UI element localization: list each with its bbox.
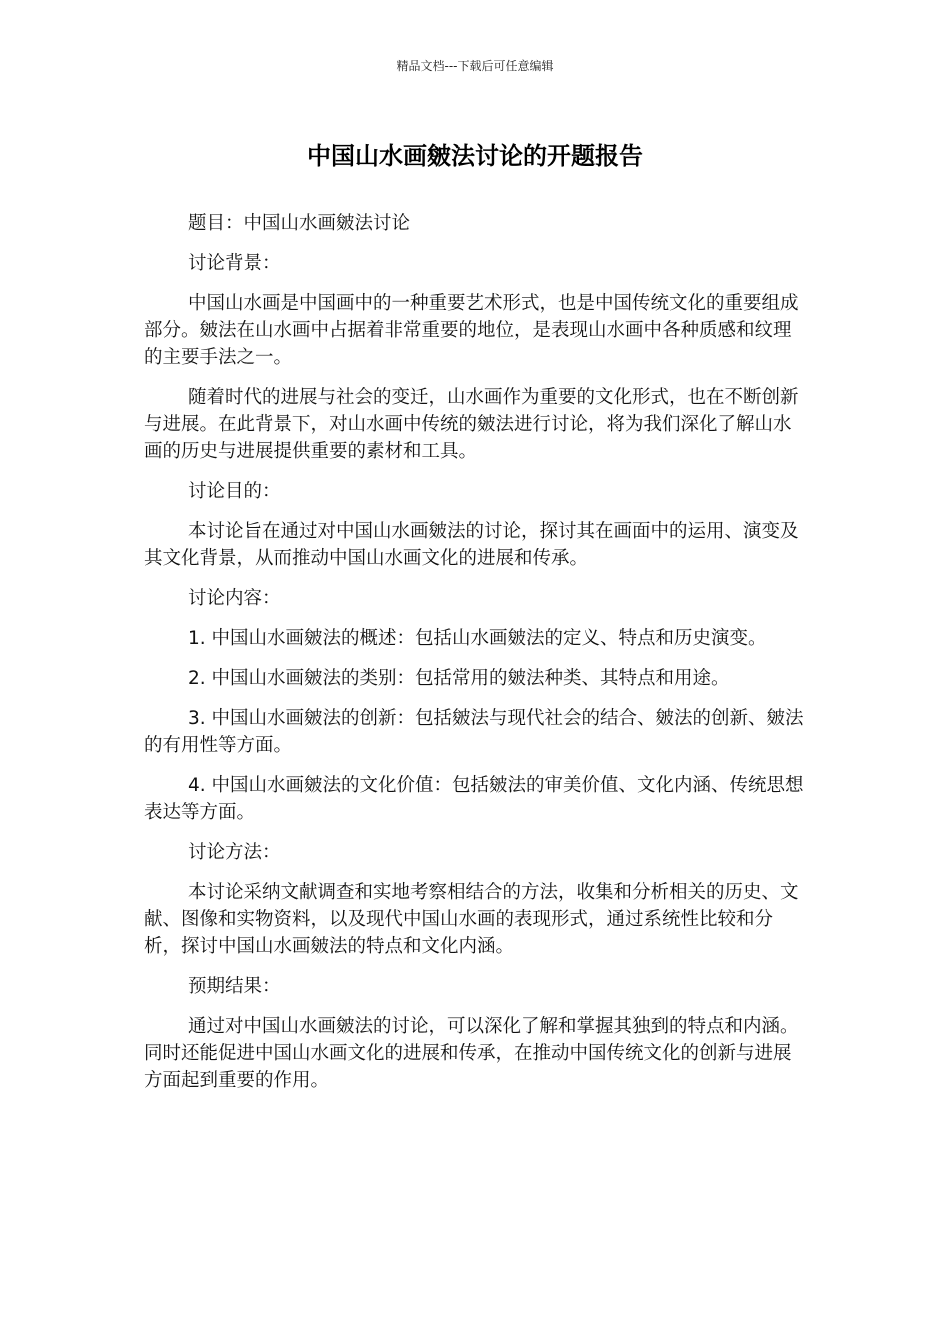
section-heading-background: 讨论背景： [188,253,281,274]
header-note: 精品文档---下载后可任意编辑 [396,59,554,73]
method-paragraph: 本讨论采纳文献调查和实地考察相结合的方法，收集和分析相关的历史、文献、图像和实物资料，以及现代中国山水画的表现形式，通过系统性比较和分析，探讨中国山水画皴法的特点和文化内涵。 [144,882,799,957]
document-title: 中国山水画皴法讨论的开题报告 [307,142,643,170]
expected-paragraph: 通过对中国山水画皴法的讨论，可以深化了解和掌握其独到的特点和内涵。同时还能促进中国山水画文化的进展和传承，在推动中国传统文化的创新与进展方面起到重要的作用。 [144,1016,799,1091]
topic-line: 题目：中国山水画皴法讨论 [188,213,411,234]
content-item-3: 3. 中国山水画皴法的创新：包括皴法与现代社会的结合、皴法的创新、皴法的有用性等方面。 [144,708,804,756]
section-heading-purpose: 讨论目的： [188,481,281,502]
section-heading-content: 讨论内容： [188,588,281,609]
content-item-4: 4. 中国山水画皴法的文化价值：包括皴法的审美价值、文化内涵、传统思想表达等方面。 [144,775,804,823]
section-heading-expected: 预期结果： [188,976,281,997]
background-paragraph-2: 随着时代的进展与社会的变迁，山水画作为重要的文化形式，也在不断创新与进展。在此背景下，对山水画中传统的皴法进行讨论，将为我们深化了解山水画的历史与进展提供重要的素材和工具。 [144,387,799,462]
background-paragraph-1: 中国山水画是中国画中的一种重要艺术形式，也是中国传统文化的重要组成部分。皴法在山水画中占据着非常重要的地位，是表现山水画中各种质感和纹理的主要手法之一。 [144,293,799,368]
purpose-paragraph: 本讨论旨在通过对中国山水画皴法的讨论，探讨其在画面中的运用、演变及其文化背景，从而推动中国山水画文化的进展和传承。 [144,521,799,569]
section-heading-method: 讨论方法： [188,842,281,863]
content-item-2: 2. 中国山水画皴法的类别：包括常用的皴法种类、其特点和用途。 [188,668,730,689]
content-item-1: 1. 中国山水画皴法的概述：包括山水画皴法的定义、特点和历史演变。 [188,628,767,649]
document-body [144,210,808,1107]
